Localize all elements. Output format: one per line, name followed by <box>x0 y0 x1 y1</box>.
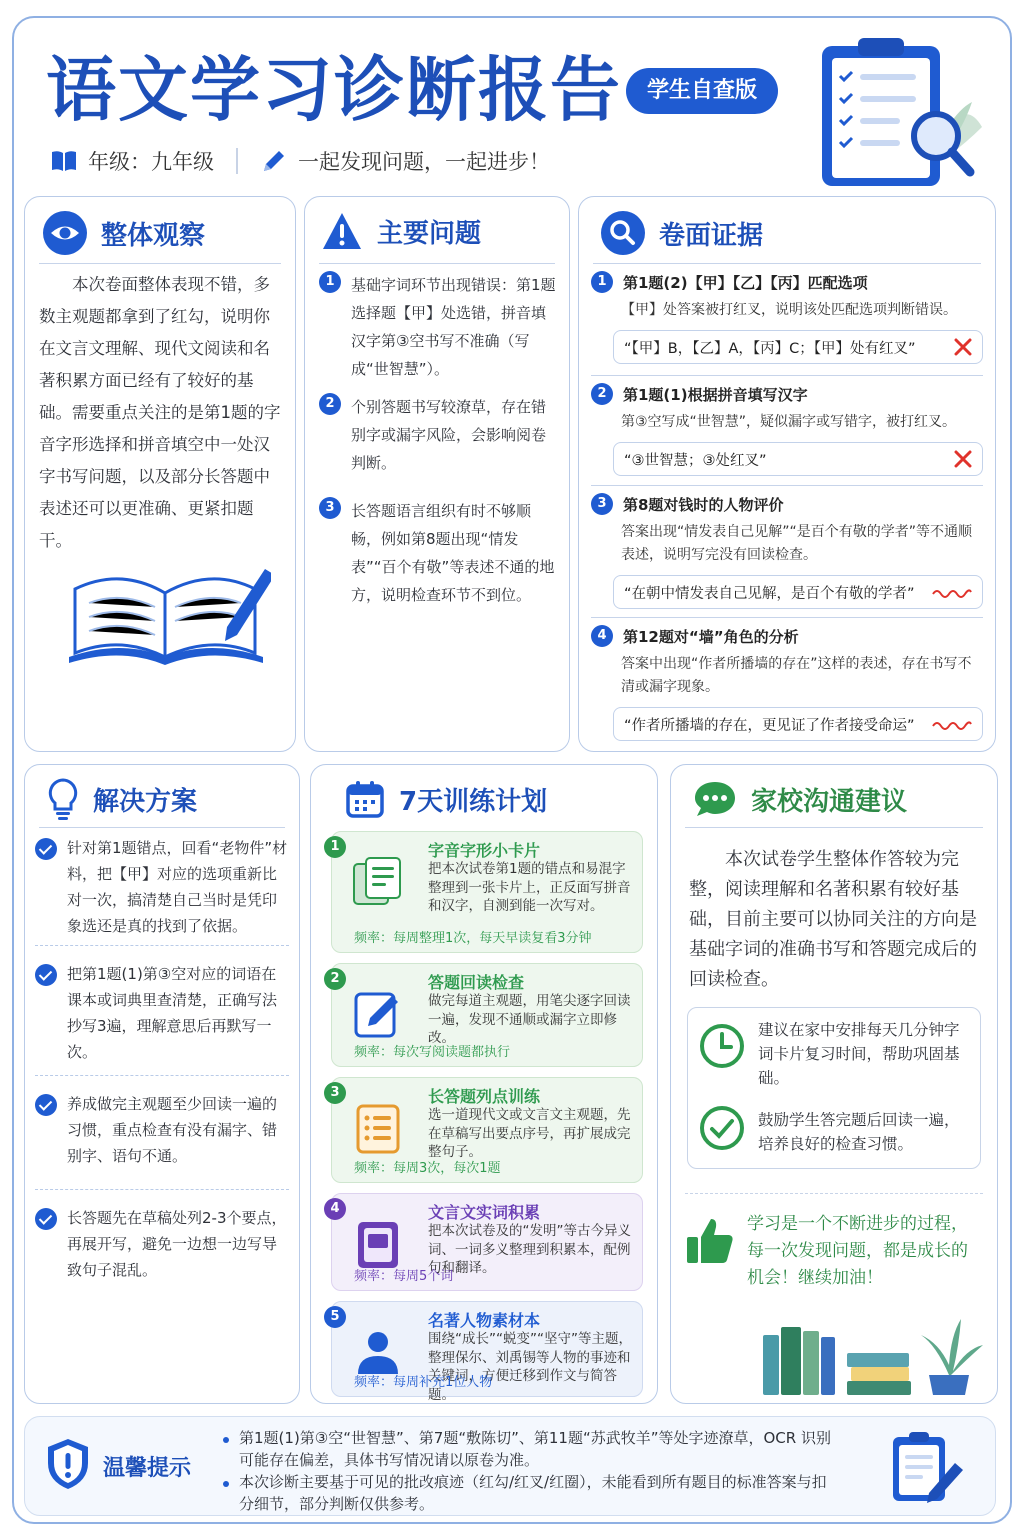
evidence-quote: “作者所播墙的存在，更见证了作者接受命运” <box>624 717 915 734</box>
plan-number: 2 <box>324 968 346 990</box>
pencil-icon <box>260 147 288 175</box>
evidence-desc: 答案中出现“作者所播墙的存在”这样的表述，存在书写不清或漏字现象。 <box>621 656 972 695</box>
plan-number: 1 <box>324 836 346 858</box>
divider <box>593 263 981 264</box>
evidence-quote: “【甲】B，【乙】A，【丙】C；【甲】处有红叉” <box>624 340 916 357</box>
evidence-card <box>578 196 996 752</box>
header-subline <box>50 144 550 178</box>
solutions-card <box>24 764 300 1404</box>
plan-item-frequency: 频率：每周整理1次，每天早读复看3分钟 <box>354 931 592 946</box>
evidence-quote-box <box>613 707 983 741</box>
red-cross-icon <box>954 338 972 356</box>
book-icon <box>50 149 78 173</box>
divider <box>39 263 281 264</box>
red-wave-icon <box>932 586 972 598</box>
divider <box>35 1189 289 1190</box>
evidence-quote-box <box>613 442 983 476</box>
calendar-icon <box>345 779 385 819</box>
clipboard-pen-icon <box>885 1427 965 1507</box>
home-header <box>693 779 907 819</box>
home-tip: 建议在家中安排每天几分钟字词卡片复习时间，帮助巩固基础。 <box>758 1021 960 1087</box>
evidence-header <box>601 211 763 255</box>
plan-item-frequency: 频率：每周3次，每次1题 <box>354 1161 501 1176</box>
slogan: 一起发现问题，一起进步！ <box>298 150 550 174</box>
thumbs-up-icon <box>685 1215 735 1267</box>
plan-item-title: 字音字形小卡片 <box>428 841 541 860</box>
books-plant-illustration <box>761 1305 991 1397</box>
overview-title: 整体观察 <box>101 220 206 251</box>
evidence-desc: 【甲】处答案被打红叉，说明该处匹配选项判断错误。 <box>621 302 957 318</box>
plan-number: 3 <box>324 1082 346 1104</box>
divider <box>39 827 285 828</box>
divider <box>236 148 238 174</box>
evidence-number: 1 <box>591 271 613 293</box>
plan-card <box>310 764 658 1404</box>
evidence-item <box>591 383 983 476</box>
solutions-title: 解决方案 <box>93 786 198 817</box>
evidence-number: 3 <box>591 493 613 515</box>
problem-text: 长答题语言组织有时不够顺畅，例如第8题出现“情发表”“百个有敬”等表述不通的地方，说明检查环节不到位。 <box>351 502 555 604</box>
warning-text: 第1题(1)第③空“世智慧”、第7题“敷陈切”、第11题“苏武牧羊”等处字迹潦草，OCR 识别可能存在偏差，具体书写情况请以原卷为准。 <box>239 1429 831 1469</box>
plan-item <box>330 1301 643 1403</box>
plan-item-desc: 把本次试卷第1题的错点和易混字整理到一张卡片上，正反面写拼音和汉字，自测到能一次写对。 <box>428 861 631 914</box>
overview-header <box>43 211 205 255</box>
overview-card <box>24 196 296 752</box>
warning-card <box>24 1416 996 1516</box>
divider <box>685 827 983 828</box>
home-tip: 鼓励学生答完题后回读一遍，培养良好的检查习惯。 <box>758 1111 960 1153</box>
check-icon <box>35 964 57 986</box>
plan-item-frequency: 频率：每周补充1位人物 <box>354 1375 493 1390</box>
home-tips-box <box>687 1007 981 1169</box>
plan-item <box>331 831 643 953</box>
red-cross-icon <box>954 450 972 468</box>
evidence-item-title: 第1题(1)根据拼音填写汉字 <box>623 385 808 404</box>
evidence-quote-box <box>613 330 983 364</box>
solution-text: 把第1题(1)第③空对应的词语在课本或词典里查清楚，正确写法抄写3遍，理解意思后再默写一次。 <box>67 965 278 1061</box>
eye-icon <box>43 211 87 255</box>
plan-item-title: 文言文实词积累 <box>428 1203 541 1222</box>
evidence-item <box>591 625 983 741</box>
list-icon <box>350 1100 406 1156</box>
plan-item-desc: 做完每道主观题，用笔尖逐字回读一遍，发现不通顺或漏字立即修改。 <box>428 993 631 1046</box>
check-icon <box>35 1094 57 1116</box>
evidence-title: 卷面证据 <box>659 220 764 251</box>
plan-number: 4 <box>324 1198 346 1220</box>
solution-item <box>35 1091 289 1169</box>
version-badge: 学生自查版 <box>626 68 778 114</box>
solutions-header <box>47 777 197 821</box>
problem-item <box>319 271 557 383</box>
evidence-quote: “在朝中情发表自己见解，是百个有敬的学者” <box>624 585 915 602</box>
warning-title: 温馨提示 <box>103 1456 192 1481</box>
overview-text: 本次卷面整体表现不错，多数主观题都拿到了红勾，说明你在文言文理解、现代文阅读和名著积累方面已经有了较好的基础。需要重点关注的是第1题的字音字形选择和拼音填空中一处汉字书写问题，以及部分长答题中表述还可以更准确、更紧扣题干。 <box>39 275 281 550</box>
chat-icon <box>693 779 737 819</box>
plan-item-title: 答题回读检查 <box>428 973 525 992</box>
red-wave-icon <box>932 718 972 730</box>
problems-header <box>321 211 481 251</box>
evidence-item <box>591 271 983 364</box>
open-book-icon <box>61 553 271 673</box>
plan-item <box>331 1077 643 1183</box>
bullet <box>223 1437 229 1443</box>
check-icon <box>35 838 57 860</box>
divider <box>591 617 983 618</box>
plan-title: 7天训练计划 <box>399 786 548 817</box>
plan-item-frequency: 频率：每次写阅读题都执行 <box>354 1045 511 1060</box>
warning-icon <box>321 211 363 251</box>
problem-number: 1 <box>319 271 341 293</box>
divider <box>319 263 555 264</box>
shield-alert-icon <box>45 1437 91 1491</box>
home-title: 家校沟通建议 <box>751 786 908 817</box>
problem-text: 基础字词环节出现错误：第1题选择题【甲】处选错，拼音填汉字第③空书写不准确（写成“世智慧”）。 <box>351 276 556 378</box>
plan-item-desc: 把本次试卷及的“发明”等古今异义词、一词多义整理到积累本，配例句和翻译。 <box>428 1223 631 1276</box>
plan-header <box>345 779 547 819</box>
problem-item <box>319 393 557 477</box>
divider <box>685 1193 983 1194</box>
check-icon <box>35 1208 57 1230</box>
problem-item <box>319 497 557 609</box>
problem-number: 2 <box>319 393 341 415</box>
notebook-icon <box>350 1216 406 1272</box>
problem-number: 3 <box>319 497 341 519</box>
plan-item-title: 长答题列点训练 <box>428 1087 541 1106</box>
solution-text: 长答题先在草稿处列2-3个要点，再展开写，避免一边想一边写导致句子混乱。 <box>67 1209 287 1279</box>
bullet <box>223 1481 229 1487</box>
clipboard-magnifier-icon <box>812 32 992 192</box>
evidence-item <box>591 493 983 609</box>
divider <box>35 945 289 946</box>
plan-item-desc: 选一道现代文或文言文主观题，先在草稿写出要点序号，再扩展成完整句子。 <box>428 1107 631 1160</box>
solution-item <box>35 961 289 1065</box>
problems-card <box>304 196 570 752</box>
evidence-item-title: 第12题对“墙”角色的分析 <box>623 627 799 646</box>
plan-number: 5 <box>324 1306 346 1328</box>
search-icon <box>601 211 645 255</box>
evidence-item-title: 第1题(2)【甲】【乙】【丙】匹配选项 <box>623 273 868 292</box>
evidence-number: 4 <box>591 625 613 647</box>
page-title: 语文学习诊断报告 <box>46 49 622 131</box>
evidence-quote-box <box>613 575 983 609</box>
warning-text: 本次诊断主要基于可见的批改痕迹（红勾/红叉/红圈），未能看到所有题目的标准答案与扣分细节，部分判断仅供参考。 <box>239 1473 827 1513</box>
evidence-item-title: 第8题对钱时的人物评价 <box>623 495 784 514</box>
divider <box>591 375 983 376</box>
motto: 学习是一个不断进步的过程，每一次发现问题，都是成长的机会！继续加油！ <box>747 1214 968 1288</box>
card-icon <box>350 854 406 910</box>
problems-title: 主要问题 <box>377 218 482 249</box>
evidence-quote: “③世智慧；③处红叉” <box>624 452 767 469</box>
plan-item-desc: 围绕“成长”“蜕变”“坚守”等主题，整理保尔、刘禹锡等人物的事迹和关键词，方便迁移到作文与简答题。 <box>428 1331 632 1403</box>
plan-item <box>331 1193 643 1291</box>
check-circle-icon <box>698 1104 746 1152</box>
home-school-card <box>670 764 998 1404</box>
solution-text: 养成做完主观题至少回读一遍的习惯，重点检查有没有漏字、错别字、语句不通。 <box>67 1095 278 1165</box>
lightbulb-icon <box>47 777 79 821</box>
divider <box>591 485 983 486</box>
grade-label: 年级：九年级 <box>88 150 214 174</box>
plan-item <box>331 963 643 1067</box>
problem-text: 个别答题书写较潦草，存在错别字或漏字风险，会影响阅卷判断。 <box>351 398 547 472</box>
solution-item <box>35 1205 289 1283</box>
clock-icon <box>698 1022 746 1070</box>
plan-item-title: 名著人物素材本 <box>428 1311 541 1330</box>
divider <box>35 1075 289 1076</box>
solution-item <box>35 835 289 939</box>
evidence-desc: 答案出现“情发表自己见解”“是百个有敬的学者”等不通顺表述，说明写完没有回读检查。 <box>621 524 973 563</box>
solution-text: 针对第1题错点，回看“老物件”材料，把【甲】对应的选项重新比对一次，搞清楚自己当时是凭印象选还是真的找到了依据。 <box>67 839 288 935</box>
evidence-desc: 第③空写成“世智慧”，疑似漏字或写错字，被打红叉。 <box>621 414 957 430</box>
plan-item-frequency: 频率：每周5个词 <box>354 1269 454 1284</box>
evidence-number: 2 <box>591 383 613 405</box>
home-text: 本次试卷学生整体作答较为完整，阅读理解和名著积累有较好基础，目前主要可以协同关注的方向是基础字词的准确书写和答题完成后的回读检查。 <box>689 849 977 990</box>
pen-icon <box>350 986 406 1042</box>
